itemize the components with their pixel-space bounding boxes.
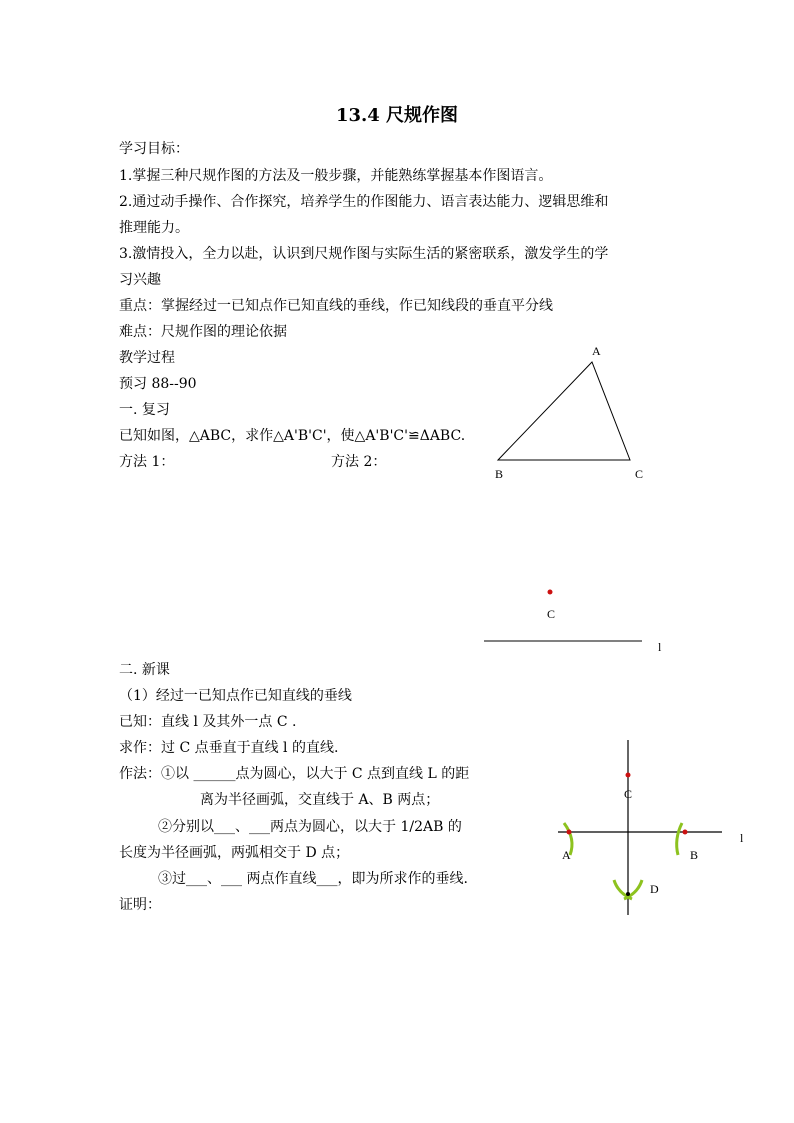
arc-at-b <box>677 823 682 855</box>
label-a: A <box>562 848 571 862</box>
triangle-abc <box>498 362 630 460</box>
vertex-a-label: A <box>592 344 601 358</box>
line-l-label: l <box>658 640 662 654</box>
step-2-cont: 长度为半径画弧，两弧相交于 D 点； <box>119 845 350 861</box>
label-b: B <box>690 848 699 862</box>
step-1-cont: 离为半径画弧，交直线于 A、B 两点； <box>200 792 440 808</box>
label-c: C <box>624 787 633 801</box>
arc-d-right <box>624 880 642 899</box>
method-1: 方法 1： <box>119 454 175 470</box>
point-d <box>626 892 630 896</box>
difficulty: 难点：尺规作图的理论依据 <box>119 324 287 340</box>
review-heading: 一. 复习 <box>119 402 170 418</box>
review-task: 已知如图，△ABC，求作△A'B'C'，使△A'B'C'≌ΔABC. <box>119 428 466 444</box>
preview: 预习 88--90 <box>119 376 197 392</box>
new-lesson-heading: 二. 新课 <box>119 662 170 678</box>
objective-2: 2.通过动手操作、合作探究，培养学生的作图能力、语言表达能力、逻辑思维和 <box>119 194 609 210</box>
objectives-heading: 学习目标： <box>119 141 189 157</box>
process-heading: 教学过程 <box>119 350 175 366</box>
construction-figure <box>550 735 750 920</box>
objective-1: 1.掌握三种尺规作图的方法及一般步骤，并能熟练掌握基本作图语言。 <box>119 168 553 184</box>
method-2: 方法 2： <box>331 454 387 470</box>
page-title: 13.4 尺规作图 <box>335 105 459 126</box>
point-b <box>683 830 688 835</box>
vertex-b-label: B <box>495 467 504 481</box>
triangle-figure <box>480 340 660 490</box>
label-l: l <box>740 831 744 845</box>
label-d: D <box>650 882 659 896</box>
given: 已知：直线 l 及其外一点 C . <box>119 714 297 730</box>
step-2: ②分别以___、___两点为圆心，以大于 1/2AB 的 <box>158 819 462 835</box>
objective-3: 3.激情投入，全力以赴，认识到尺规作图与实际生活的紧密联系，激发学生的学 <box>119 246 609 262</box>
point-c <box>626 773 631 778</box>
objective-3-cont: 习兴趣 <box>119 272 161 288</box>
key-point: 重点：掌握经过一已知点作已知直线的垂线，作已知线段的垂直平分线 <box>119 298 553 314</box>
point-c-label: C <box>547 607 556 621</box>
find: 求作：过 C 点垂直于直线 l 的直线. <box>119 740 339 756</box>
step-1: 作法：①以 ______点为圆心，以大于 C 点到直线 L 的距 <box>119 766 470 782</box>
point-a <box>567 830 572 835</box>
vertex-c-label: C <box>635 467 644 481</box>
objective-2-cont: 推理能力。 <box>119 220 189 236</box>
point-line-figure <box>480 580 680 660</box>
proof: 证明： <box>119 897 161 913</box>
point-c <box>548 590 553 595</box>
sub-heading: （1）经过一已知点作已知直线的垂线 <box>119 688 352 704</box>
step-3: ③过___、___ 两点作直线___，即为所求作的垂线. <box>158 871 468 887</box>
